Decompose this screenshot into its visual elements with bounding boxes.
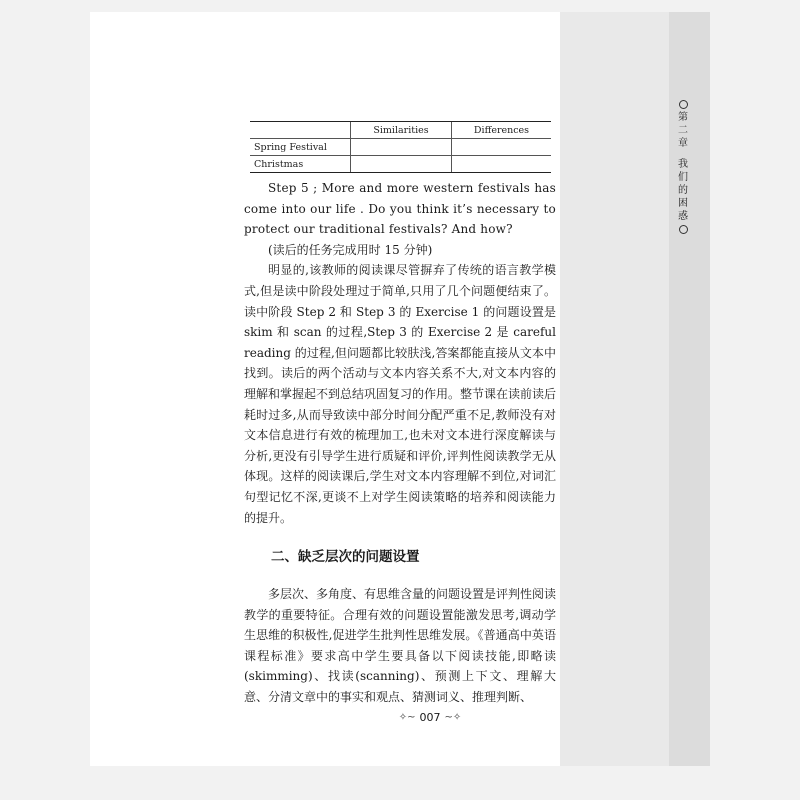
circle-bullet-icon (679, 225, 688, 234)
header-char: 二 (678, 125, 688, 136)
table-row (250, 139, 551, 156)
section-heading: 二、缺乏层次的问题设置 (271, 549, 420, 566)
table-cell (351, 139, 452, 156)
table-cell (452, 139, 552, 156)
table-header-cell: Similarities (351, 122, 452, 139)
paragraph: 多层次、多角度、有思维含量的问题设置是评判性阅读教学的重要特征。合理有效的问题设置能激发思考,调动学生思维的积极性,促进学生批判性思维发展。《普通高中英语课程标准》要求高中学生要具备以下阅读技能,即略读(skimming)、找读(scanning)、预测上下文、理解大意、分清文章中的事实和观点、猜测词义、推理判断、 (244, 587, 557, 705)
table-cell (351, 156, 452, 173)
table-header-cell (250, 122, 351, 139)
table-cell: Spring Festival (250, 139, 351, 156)
ornament-left-icon: ✧~ (398, 712, 416, 723)
paragraph: Step 5 ; More and more western festivals has come into our life . Do you think it’s necessary to protect our traditional festivals? And how? (244, 181, 556, 237)
comparison-table (250, 121, 551, 173)
body-text (244, 178, 556, 708)
table-row (250, 156, 551, 173)
ornament-right-icon: ~✧ (444, 712, 462, 723)
table-header-cell: Differences (452, 122, 552, 139)
header-char: 的 (678, 185, 688, 196)
header-char: 我 (678, 159, 688, 170)
running-header (676, 98, 690, 236)
header-char: 惑 (678, 211, 688, 222)
header-char: 们 (678, 172, 688, 183)
paragraph: 明显的,该教师的阅读课尽管摒弃了传统的语言教学模式,但是读中阶段处理过于简单,只用了几个问题便结束了。读中阶段 Step 2 和 Step 3 的 Exercise 1 的问题设置是 skim 和 scan 的过程,Step 3 的 Exercise 2 是 careful reading 的过程,但问题都比较肤浅,答案都能直接从文本中找到。读后的两个活动与文本内容关系不大,对文本内容的理解和掌握起不到总结巩固复习的作用。整节课在读前读后耗时过多,从而导致读中部分时间分配严重不足,教师没有对文本信息进行有效的梳理加工,也未对文本进行深度解读与分析,更没有引导学生进行质疑和评价,评判性阅读教学无从体现。这样的阅读课后,学生对文本内容理解不到位,对词汇句型记忆不深,更谈不上对学生阅读策略的培养和阅读能力的提升。 (244, 263, 557, 525)
table-cell: Christmas (250, 156, 351, 173)
header-char: 困 (678, 198, 688, 209)
page-number: 007 (419, 711, 441, 724)
header-char: 章 (678, 138, 688, 149)
page-footer (390, 711, 470, 724)
header-char: 第 (678, 112, 688, 123)
circle-bullet-icon (679, 100, 688, 109)
table-header-row (250, 122, 551, 139)
timing-note: (读后的任务完成用时 15 分钟) (268, 242, 433, 257)
table-cell (452, 156, 552, 173)
